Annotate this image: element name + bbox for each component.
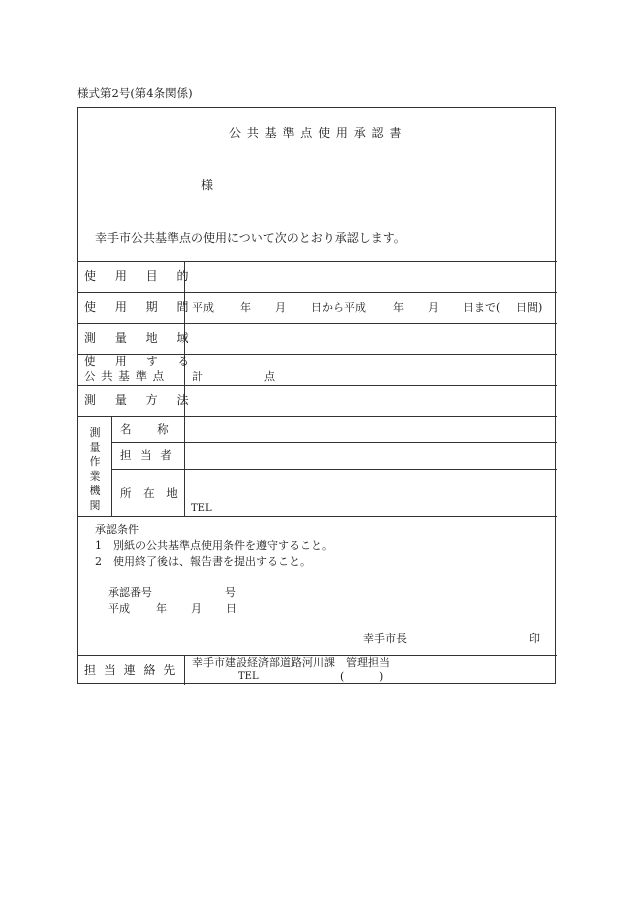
form-title: 公 共 基 準 点 使 用 承 認 書 [229, 126, 403, 140]
agency-person-label: 担 当 者 [120, 448, 172, 462]
agency-address-label: 所 在 地 [120, 486, 178, 500]
condition-item-2: 2 使用終了後は、報告書を提出すること。 [95, 555, 311, 568]
approval-number-label: 承認番号 [108, 586, 152, 599]
approval-number-suffix: 号 [225, 586, 236, 599]
area-label: 測 量 地 域 [84, 331, 189, 345]
contact-tel-label: TEL [238, 671, 259, 682]
points-unit-label: 点 [264, 370, 275, 383]
points-label-line1: 使 用 す る [84, 354, 189, 368]
agency-label: 測 量 作 業 機 関 [89, 426, 101, 512]
contact-tel-close-paren: ) [379, 670, 384, 683]
method-label: 測 量 方 法 [84, 393, 189, 407]
agency-name-label: 名 称 [120, 422, 169, 436]
contact-tel-open-paren: ( [340, 670, 345, 683]
form-number-label: 様式第2号(第4条関係) [77, 86, 193, 100]
addressee-suffix: 様 [201, 178, 214, 192]
period-label: 使 用 期 間 [84, 300, 189, 314]
points-label-line2: 公 共 基 準 点 [84, 369, 165, 383]
points-total-label: 計 [192, 370, 203, 383]
conditions-heading: 承認条件 [95, 523, 139, 536]
contact-department: 幸手市建設経済部道路河川課 管理担当 [192, 656, 390, 669]
condition-item-1: 1 別紙の公共基準点使用条件を遵守すること。 [95, 539, 333, 552]
intro-text: 幸手市公共基準点の使用について次のとおり承認します。 [95, 231, 406, 245]
agency-tel-label: TEL [191, 503, 212, 514]
purpose-label: 使 用 目 的 [84, 269, 189, 283]
contact-label: 担 当 連 絡 先 [84, 663, 176, 677]
approval-form: 公 共 基 準 点 使 用 承 認 書 様 幸手市公共基準点の使用について次のとおり承認します。 使 用 目 的 使 用 期 間 平成 年 月 日から平成 年 月 日まで( 日間) 測 量 地 域 使 用 す る 公 共 基 準 点 計 点 測 量 方 法 測 量 作 業 機 関 名 称 担 当 者 所 在 地 TEL 承認条件 1 別紙の公共基準点使用条件を遵守すること。 2 使用終了後は、報告書を提出すること。 承認番号 号 平成 年 月 日 幸手市長 印 担 当 連 絡 先 幸手市建設経済部道路河川課 管理担当 TEL ( ) [77, 107, 556, 684]
seal-mark: 印 [529, 632, 540, 645]
issuer-label: 幸手市長 [363, 632, 407, 645]
